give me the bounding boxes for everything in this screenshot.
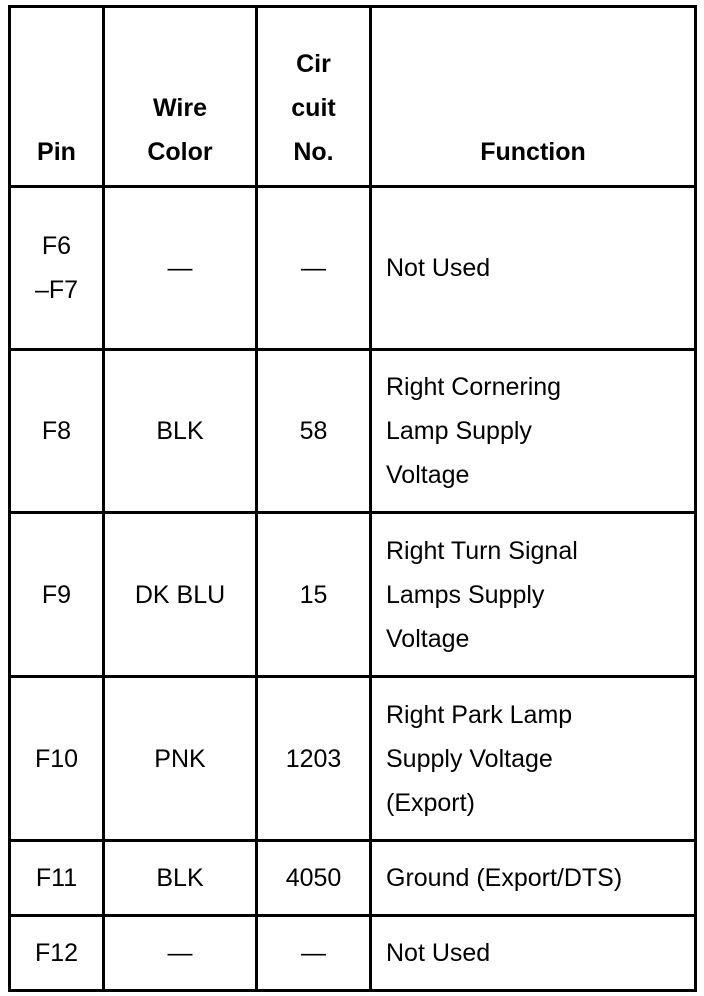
function-cell: Right Turn Signal Lamps Supply Voltage: [371, 513, 696, 677]
table-row: [10, 513, 696, 677]
circuit-cell: —: [257, 187, 371, 350]
function-cell: Ground (Export/DTS): [371, 841, 696, 916]
circuit-cell: 15: [257, 513, 371, 677]
circuit-cell: —: [257, 916, 371, 991]
header-function: Function: [371, 7, 696, 187]
header-pin: Pin: [10, 7, 104, 187]
wire-color-cell: BLK: [104, 841, 257, 916]
header-row: [10, 7, 696, 187]
table-row: [10, 187, 696, 350]
pin-cell: F9: [10, 513, 104, 677]
function-cell: Not Used: [371, 916, 696, 991]
pin-cell: F8: [10, 350, 104, 513]
table-row: [10, 350, 696, 513]
pin-cell: F10: [10, 677, 104, 841]
pin-cell: F12: [10, 916, 104, 991]
function-cell: Not Used: [371, 187, 696, 350]
pin-cell: F11: [10, 841, 104, 916]
wire-color-cell: PNK: [104, 677, 257, 841]
header-wire-color: Wire Color: [104, 7, 257, 187]
header-circuit-no: Cir cuit No.: [257, 7, 371, 187]
pin-table: [8, 5, 697, 992]
function-cell: Right Cornering Lamp Supply Voltage: [371, 350, 696, 513]
wire-color-cell: —: [104, 187, 257, 350]
wire-color-cell: —: [104, 916, 257, 991]
function-cell: Right Park Lamp Supply Voltage (Export): [371, 677, 696, 841]
pin-cell: F6 –F7: [10, 187, 104, 350]
table-row: [10, 916, 696, 991]
table-row: [10, 677, 696, 841]
circuit-cell: 58: [257, 350, 371, 513]
wire-color-cell: DK BLU: [104, 513, 257, 677]
wire-color-cell: BLK: [104, 350, 257, 513]
table-row: [10, 841, 696, 916]
circuit-cell: 4050: [257, 841, 371, 916]
circuit-cell: 1203: [257, 677, 371, 841]
